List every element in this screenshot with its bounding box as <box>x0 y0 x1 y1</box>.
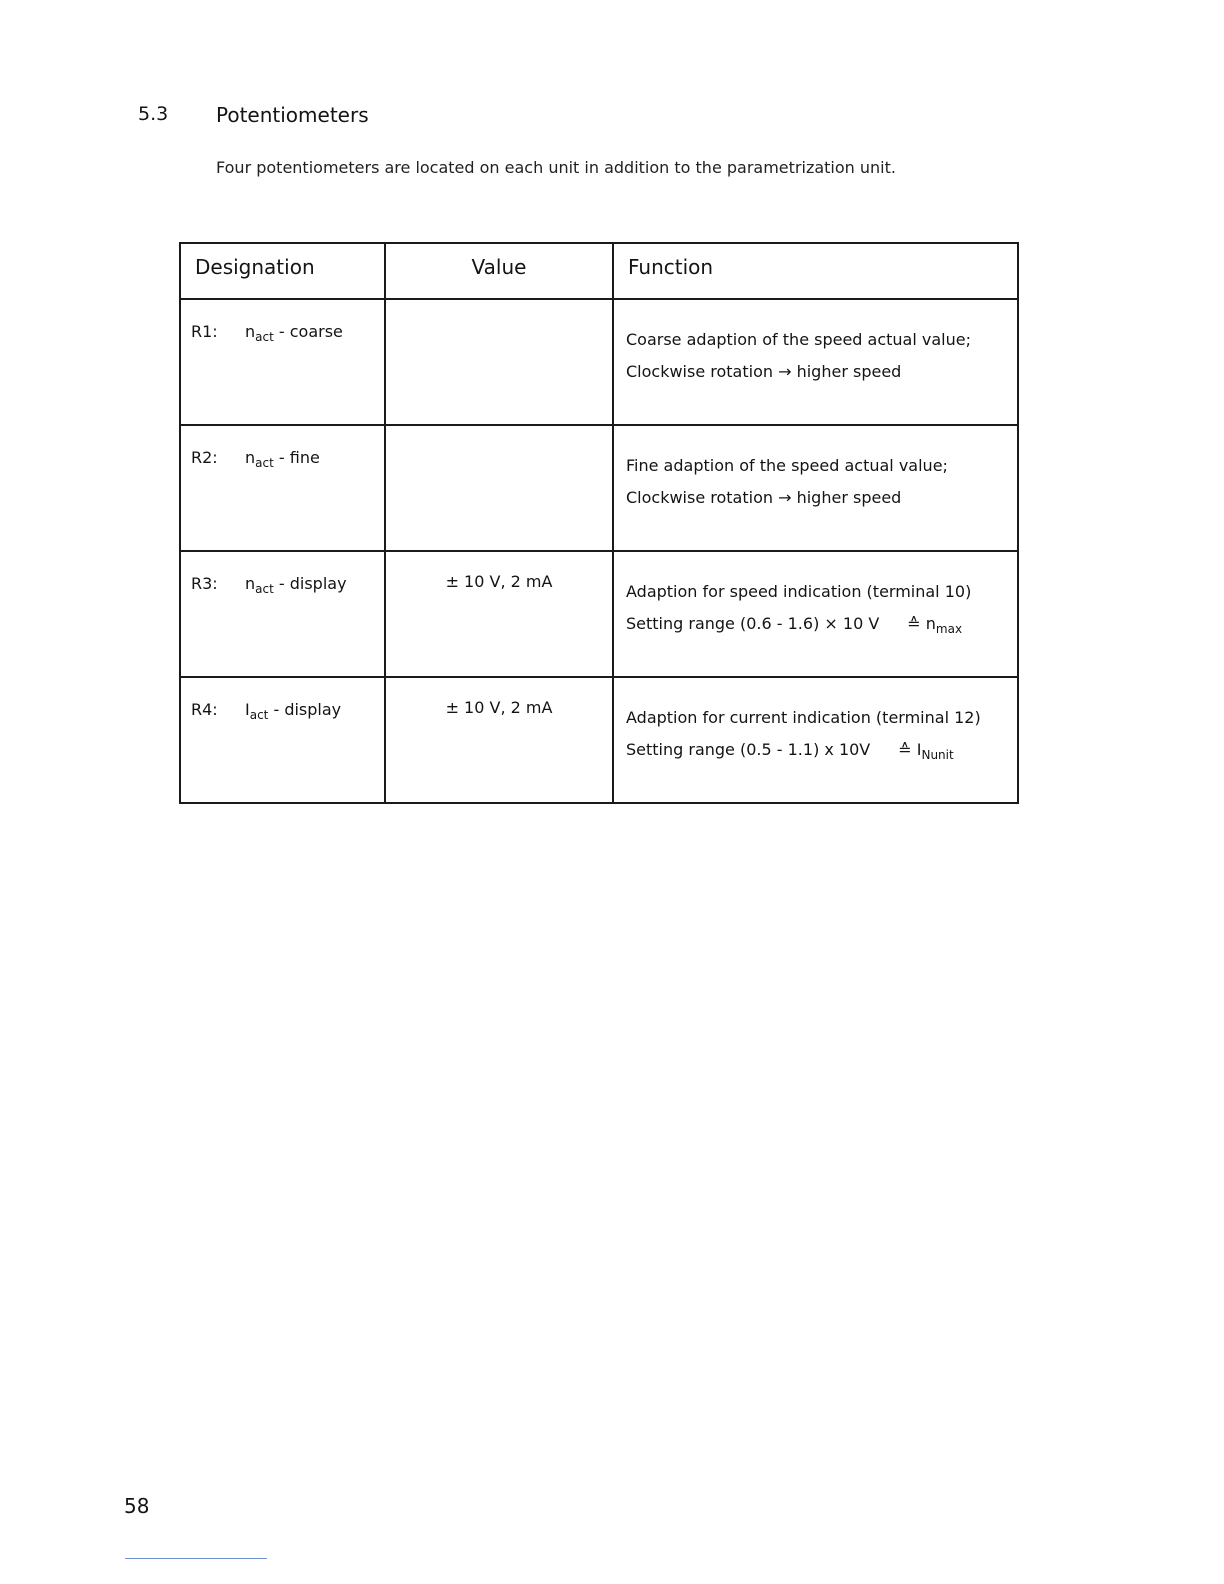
function-line-2-text: Setting range (0.6 - 1.6) × 10 V <box>626 614 880 633</box>
designation-symbol: I <box>245 700 250 719</box>
function-line-1: Fine adaption of the speed actual value; <box>626 456 948 475</box>
reference-subscript: Nunit <box>921 748 954 762</box>
designation-cell <box>180 299 385 425</box>
page-number: 58 <box>124 1494 150 1518</box>
corresponds-symbol: ≙ <box>907 614 921 633</box>
designation-subscript: act <box>255 330 274 344</box>
function-line-2 <box>626 734 1007 771</box>
table-row <box>180 677 1018 803</box>
function-line-2-text: Setting range (0.5 - 1.1) x 10V <box>626 740 871 759</box>
designation-suffix: - display <box>268 700 342 719</box>
footer-rule <box>125 1558 267 1559</box>
function-line-2-text: Clockwise rotation → higher speed <box>626 488 902 507</box>
header-designation: Designation <box>180 243 385 299</box>
designation-suffix: - display <box>273 574 347 593</box>
value-cell: ± 10 V, 2 mA <box>385 677 613 803</box>
function-line-1: Adaption for current indication (terminal 12) <box>626 708 981 727</box>
table-row <box>180 425 1018 551</box>
reference-subscript: max <box>935 622 963 636</box>
table-row <box>180 299 1018 425</box>
function-cell <box>613 677 1018 803</box>
value-cell <box>385 299 613 425</box>
function-cell <box>613 425 1018 551</box>
reference-symbol: I <box>916 740 922 759</box>
designation-suffix: - coarse <box>273 322 343 341</box>
potentiometer-id: R1: <box>191 322 218 341</box>
potentiometer-id: R2: <box>191 448 218 467</box>
function-cell <box>613 299 1018 425</box>
potentiometer-table <box>179 242 1019 804</box>
function-line-2 <box>626 608 1007 645</box>
designation-symbol: n <box>245 322 256 341</box>
corresponds-symbol: ≙ <box>898 740 912 759</box>
intro-paragraph: Four potentiometers are located on each unit in addition to the parametrization unit. <box>216 158 896 177</box>
value-cell: ± 10 V, 2 mA <box>385 551 613 677</box>
designation-subscript: act <box>249 708 269 722</box>
function-line-1: Adaption for speed indication (terminal 10) <box>626 582 972 601</box>
designation-cell <box>180 425 385 551</box>
function-line-2-text: Clockwise rotation → higher speed <box>626 362 902 381</box>
designation-subscript: act <box>255 582 274 596</box>
designation-cell <box>180 677 385 803</box>
potentiometer-id: R4: <box>191 700 218 719</box>
section-number: 5.3 <box>138 103 169 125</box>
header-value: Value <box>385 243 613 299</box>
function-line-2 <box>626 356 1007 388</box>
function-line-2 <box>626 482 1007 514</box>
value-cell <box>385 425 613 551</box>
table-row <box>180 551 1018 677</box>
reference-symbol: n <box>925 614 936 633</box>
potentiometer-id: R3: <box>191 574 218 593</box>
header-function: Function <box>613 243 1018 299</box>
designation-suffix: - fine <box>273 448 320 467</box>
designation-cell <box>180 551 385 677</box>
function-line-1: Coarse adaption of the speed actual value; <box>626 330 971 349</box>
table-header-row <box>180 243 1018 299</box>
designation-symbol: n <box>245 574 256 593</box>
designation-subscript: act <box>255 456 274 470</box>
function-cell <box>613 551 1018 677</box>
section-title: Potentiometers <box>216 103 369 127</box>
designation-symbol: n <box>245 448 256 467</box>
